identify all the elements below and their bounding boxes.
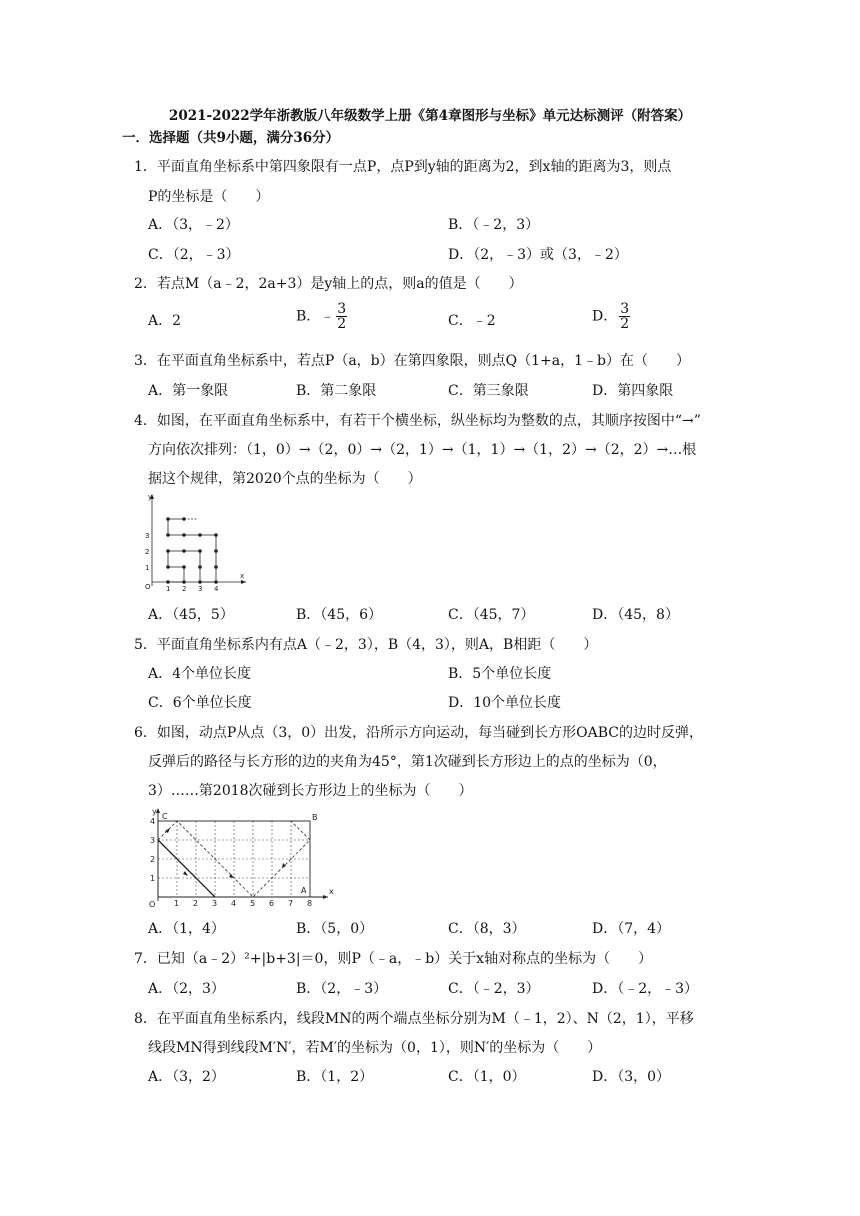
- q5-option-b: B．5个单位长度: [448, 666, 552, 682]
- q5-stem: 5．平面直角坐标系内有点A（﹣2，3），B（4，3），则A，B相距（ ）: [134, 637, 598, 653]
- svg-text:3: 3: [150, 836, 156, 845]
- q6-figure: [144, 806, 344, 908]
- q8-stem-line2: 线段MN得到线段M′N′，若M′的坐标为（0，1），则N′的坐标为（ ）: [148, 1040, 602, 1056]
- q1-option-b: B．（﹣2，3）: [448, 217, 540, 233]
- q4-stem-line2: 方向依次排列：（1，0）→（2，0）→（2，1）→（1，1）→（1，2）→（2，2）→…根: [148, 442, 697, 458]
- q6-point-a-label: A: [301, 886, 307, 895]
- q8-stem-line1: 8．在平面直角坐标系内，线段MN的两个端点坐标分别为M（﹣1，2）、N（2，1），平移: [134, 1011, 694, 1027]
- q4-y-label: y: [148, 493, 153, 501]
- q1-stem-line1: 1．平面直角坐标系中第四象限有一点P，点P到y轴的距离为2，到x轴的距离为3，则点: [134, 159, 672, 175]
- q6-stem-line1: 6．如图，动点P从点（3，0）出发，沿所示方向运动，每当碰到长方形OABC的边时反弹，: [134, 725, 703, 741]
- q6-option-d: D．（7，4）: [592, 921, 671, 937]
- q2-stem: 2．若点M（a﹣2，2a+3）是y轴上的点，则a的值是（ ）: [134, 276, 523, 292]
- q6-option-a: A．（1，4）: [148, 921, 225, 937]
- q4-ytick-3: 3: [145, 532, 150, 540]
- q5-option-a: A．4个单位长度: [148, 666, 252, 682]
- svg-text:8: 8: [307, 899, 313, 908]
- document-title: 2021-2022学年浙教版八年级数学上册《第4章图形与坐标》单元达标测评（附答案）: [168, 108, 692, 124]
- q2-option-c: C．﹣2: [448, 313, 496, 329]
- q7-option-b: B．（2，﹣3）: [296, 981, 388, 997]
- q6-point-c-label: C: [162, 812, 168, 821]
- q2-option-d-label: D．: [592, 308, 618, 325]
- q4-xtick-2: 2: [182, 585, 187, 593]
- q1-option-d: D．（2，﹣3）或（3，﹣2）: [448, 247, 628, 263]
- q3-option-c: C．第三象限: [448, 383, 529, 399]
- q2-option-d: [592, 302, 632, 331]
- svg-text:7: 7: [288, 899, 294, 908]
- svg-text:1: 1: [150, 874, 156, 883]
- q7-option-a: A．（2，3）: [148, 981, 225, 997]
- q3-option-d: D．第四象限: [592, 383, 674, 399]
- q8-option-b: B．（1，2）: [296, 1069, 374, 1085]
- svg-text:3: 3: [212, 899, 218, 908]
- section-heading: 一．选择题（共9小题，满分36分）: [122, 130, 340, 146]
- q4-x-label: x: [240, 572, 245, 580]
- q7-option-d: D．（﹣2，﹣3）: [592, 981, 699, 997]
- q4-path: [168, 519, 216, 582]
- q6-y-label: y: [152, 807, 157, 816]
- q4-xtick-4: 4: [214, 585, 219, 593]
- svg-text:6: 6: [269, 899, 275, 908]
- svg-text:1: 1: [174, 899, 180, 908]
- q4-xtick-3: 3: [198, 585, 203, 593]
- q3-stem: 3．在平面直角坐标系中，若点P（a，b）在第四象限，则点Q（1+a，1﹣b）在（ ）: [134, 353, 690, 369]
- q7-stem: 7．已知（a﹣2）²+|b+3|＝0，则P（﹣a，﹣b）关于x轴对称点的坐标为（ ）: [134, 951, 653, 967]
- q5-option-d: D．10个单位长度: [448, 695, 562, 711]
- q6-x-label: x: [329, 887, 334, 896]
- q4-stem-line3: 据这个规律，第2020个点的坐标为（ ）: [148, 471, 422, 487]
- q4-option-b: B．（45，6）: [296, 607, 383, 623]
- q4-stem-line1: 4．如图，在平面直角坐标系中，有若干个横坐标，纵坐标均为整数的点，其顺序按图中“→”: [134, 413, 701, 429]
- q7-option-c: C．（﹣2，3）: [448, 981, 540, 997]
- q6-path-first: [158, 840, 215, 897]
- q1-option-c: C．（2，﹣3）: [148, 247, 240, 263]
- q4-ytick-2: 2: [145, 548, 150, 556]
- q4-option-d: D．（45，8）: [592, 607, 679, 623]
- q4-option-a: A．（45，5）: [148, 607, 234, 623]
- q4-origin-label: O: [145, 583, 151, 591]
- svg-text:2: 2: [150, 855, 156, 864]
- q8-option-a: A．（3，2）: [148, 1069, 225, 1085]
- svg-text:2: 2: [193, 899, 199, 908]
- q2-option-b-label: B．﹣: [296, 308, 335, 325]
- q1-option-a: A．（3，﹣2）: [148, 217, 239, 233]
- q2-option-a: A．2: [148, 313, 182, 329]
- q2-option-d-fraction: $\frac{3}{2}$: [620, 301, 630, 332]
- q1-stem-line2: P的坐标是（ ）: [148, 189, 270, 205]
- q3-option-b: B．第二象限: [296, 383, 377, 399]
- q4-figure: [140, 490, 250, 594]
- svg-text:5: 5: [250, 899, 256, 908]
- q6-option-b: B．（5，0）: [296, 921, 374, 937]
- q4-option-c: C．（45，7）: [448, 607, 535, 623]
- q5-option-c: C．6个单位长度: [148, 695, 252, 711]
- svg-text:4: 4: [231, 899, 237, 908]
- q8-option-c: C．（1，0）: [448, 1069, 526, 1085]
- q4-ytick-1: 1: [145, 564, 150, 572]
- q6-grid: [158, 821, 310, 897]
- q3-option-a: A．第一象限: [148, 383, 229, 399]
- q2-option-b-fraction: $\frac{3}{2}$: [337, 301, 347, 332]
- q2-option-b: [296, 302, 349, 331]
- q6-option-c: C．（8，3）: [448, 921, 526, 937]
- svg-text:4: 4: [150, 817, 156, 826]
- q6-point-b-label: B: [312, 813, 318, 822]
- q6-stem-line2: 反弹后的路径与长方形的边的夹角为45°，第1次碰到长方形边上的点的坐标为（0，: [148, 754, 667, 770]
- q6-origin-label: O: [149, 900, 156, 908]
- q4-xtick-1: 1: [166, 585, 171, 593]
- q8-option-d: D．（3，0）: [592, 1069, 671, 1085]
- q6-stem-line3: 3）……第2018次碰到长方形边上的坐标为（ ）: [148, 783, 473, 799]
